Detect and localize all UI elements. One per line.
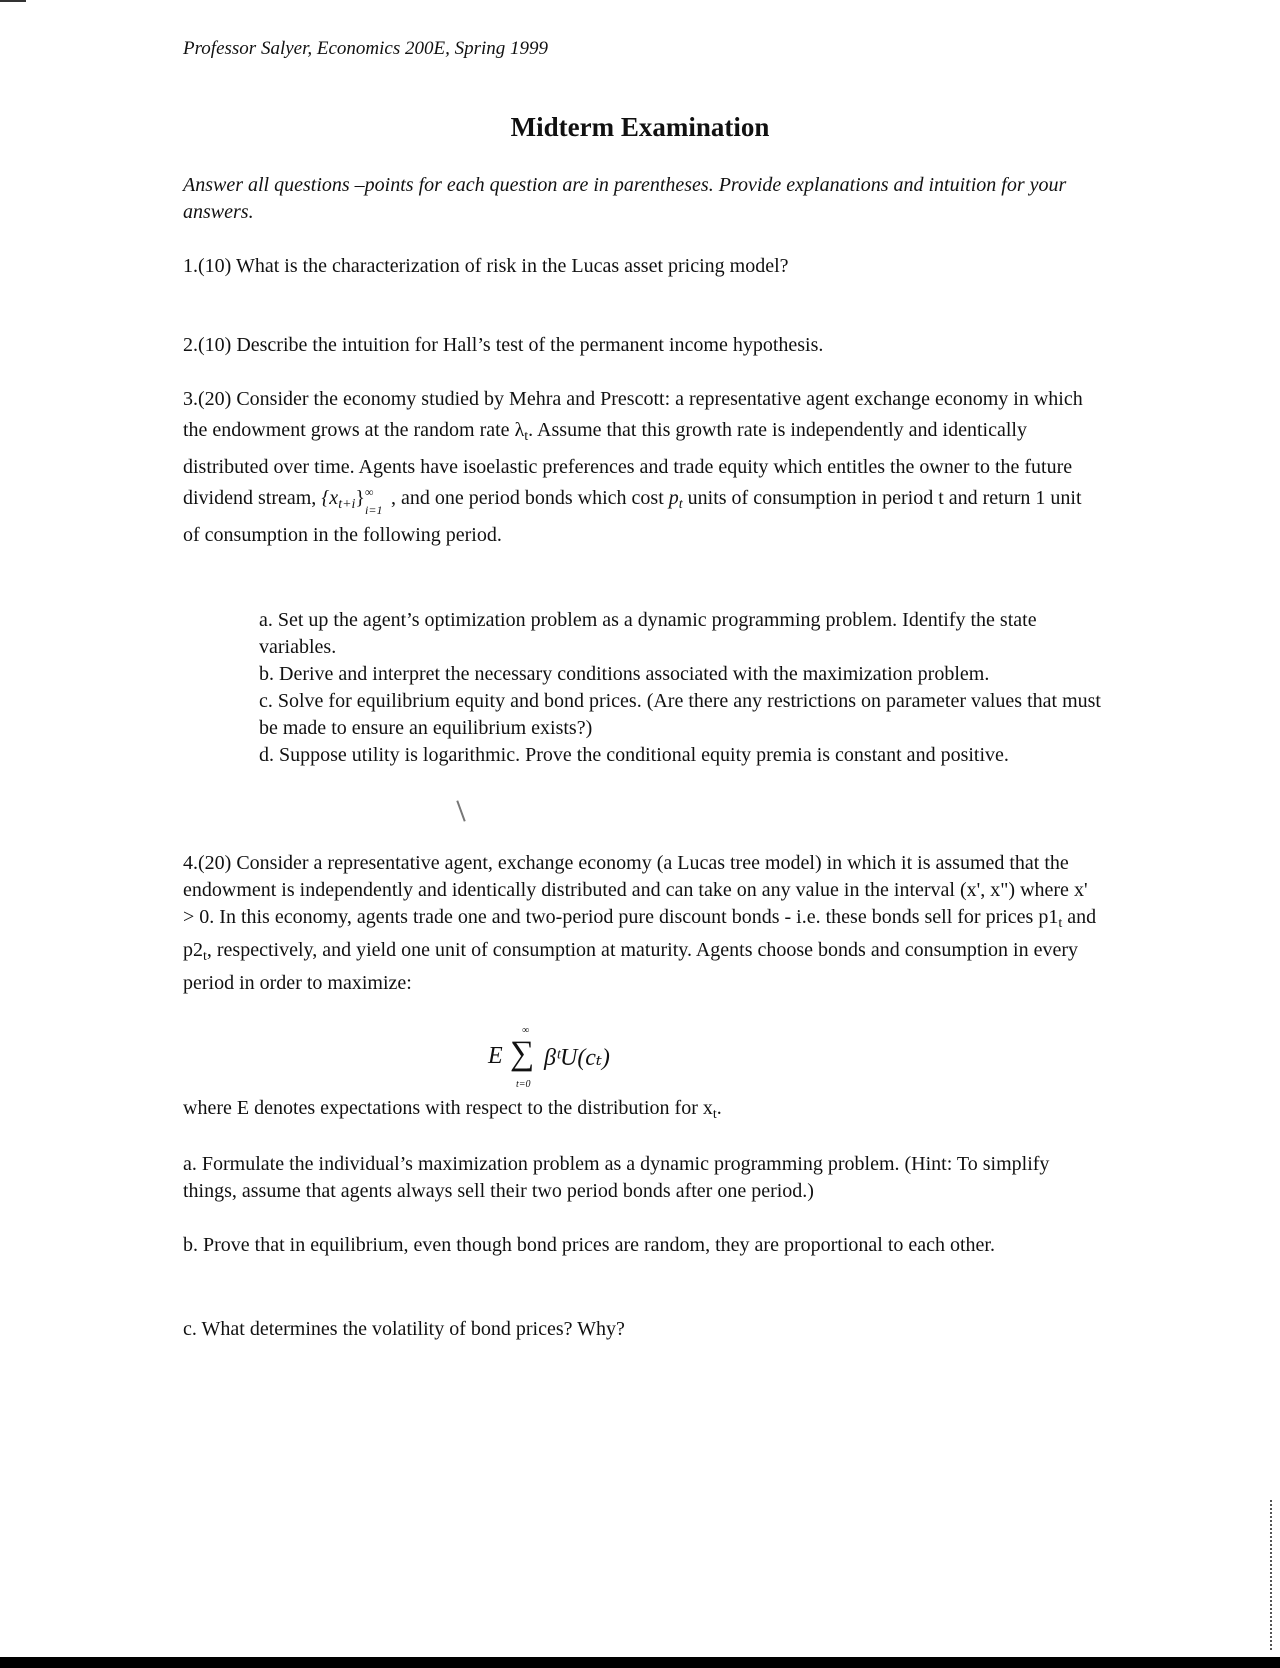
q3-text-3: , and one period bonds which cost (391, 487, 669, 509)
expectation-note (183, 1093, 1103, 1130)
q4-part-c: c. What determines the volatility of bond prices? Why? (183, 1318, 625, 1340)
q3-text-2: . Assume that this growth rate is independently and identically distributed over time. Agents have isoelastic preferences and trade equity which entitles the owner to the future dividend stream, (183, 419, 1073, 509)
stream-sup: ∞ (365, 485, 374, 500)
q3-part-c: c. Solve for equilibrium equity and bond prices. (Are there any restrictions on parameter values that must be made to ensure an equilibrium exists?) (259, 690, 1101, 739)
stream-subscript: t+i (338, 497, 356, 512)
question-1: 1.(10) What is the characterization of risk in the Lucas asset pricing model? (183, 255, 789, 277)
price-symbol: p (668, 487, 679, 509)
stray-pen-mark (456, 800, 465, 821)
exam-instructions: Answer all questions –points for each question are in parentheses. Provide explanations and intuition for your answers. (183, 174, 1067, 223)
scan-bottom-edge (0, 1657, 1280, 1668)
question-4 (183, 850, 1103, 997)
q3-text-4: units of consumption in period t and return 1 unit of consumption in the following period. (183, 487, 1082, 546)
scan-mark (0, 0, 26, 2)
expectation-symbol: E (488, 1043, 503, 1069)
q4-text-b: and p2 (183, 906, 1097, 961)
q4-text-c: , respectively, and yield one unit of consumption at maturity. Agents choose bonds and consumption in every period in order to maximize: (183, 939, 1079, 994)
objective-formula (486, 1025, 666, 1093)
q4-part-a: a. Formulate the individual’s maximization problem as a dynamic programming problem. (Hint: To simplify things, assume that agents always sell their two period bonds after one period.) (183, 1153, 1050, 1202)
where-sub: t (712, 1107, 717, 1122)
question-3-parts (259, 607, 1109, 769)
q3-part-d: d. Suppose utility is logarithmic. Prove the conditional equity premia is constant and positive. (259, 744, 1009, 766)
question-2: 2.(10) Describe the intuition for Hall’s test of the permanent income hypothesis. (183, 334, 824, 356)
course-header: Professor Salyer, Economics 200E, Spring 1999 (183, 38, 549, 59)
q4-text-a: 4.(20) Consider a representative agent, exchange economy (a Lucas tree model) in which it is assumed that the endowment is independently and identically distributed and can take on any value in the interval (x', x") where x' > 0. In this economy, agents trade one and two-period pure discount bonds - i.e. these bonds sell for prices p1 (183, 852, 1088, 928)
q4-sub-t1: t (1058, 916, 1063, 931)
page-title: Midterm Examination (510, 112, 770, 142)
stream-close: } (355, 487, 366, 509)
where-end: . (716, 1097, 722, 1119)
q3-part-b: b. Derive and interpret the necessary conditions associated with the maximization problem. (259, 663, 990, 685)
question-3 (183, 384, 1103, 551)
summand: βᵗU(cₜ) (544, 1045, 610, 1071)
stream-limits (365, 485, 391, 518)
scan-edge-specks (1270, 1500, 1275, 1650)
stream-low: i=1 (365, 503, 383, 518)
price-subscript: t (678, 497, 683, 512)
sum-upper-limit: ∞ (522, 1025, 530, 1036)
lambda-symbol: λ (514, 419, 525, 441)
q4-part-b: b. Prove that in equilibrium, even though bond prices are random, they are proportional to each other. (183, 1234, 995, 1256)
q3-part-a: a. Set up the agent’s optimization problem as a dynamic programming problem. Identify the state variables. (259, 609, 1037, 658)
q4-sub-t2: t (203, 949, 207, 964)
sum-lower-limit: t=0 (516, 1079, 531, 1090)
q3-text-1: 3.(20) Consider the economy studied by Mehra and Prescott: a representative agent exchange economy in which the endowment grows at the random rate (183, 388, 1083, 441)
where-text: where E denotes expectations with respect to the distribution for x (183, 1097, 713, 1119)
summation-symbol: ∑ (510, 1035, 535, 1072)
lambda-subscript: t (524, 429, 529, 444)
stream-open: {x (321, 487, 339, 509)
